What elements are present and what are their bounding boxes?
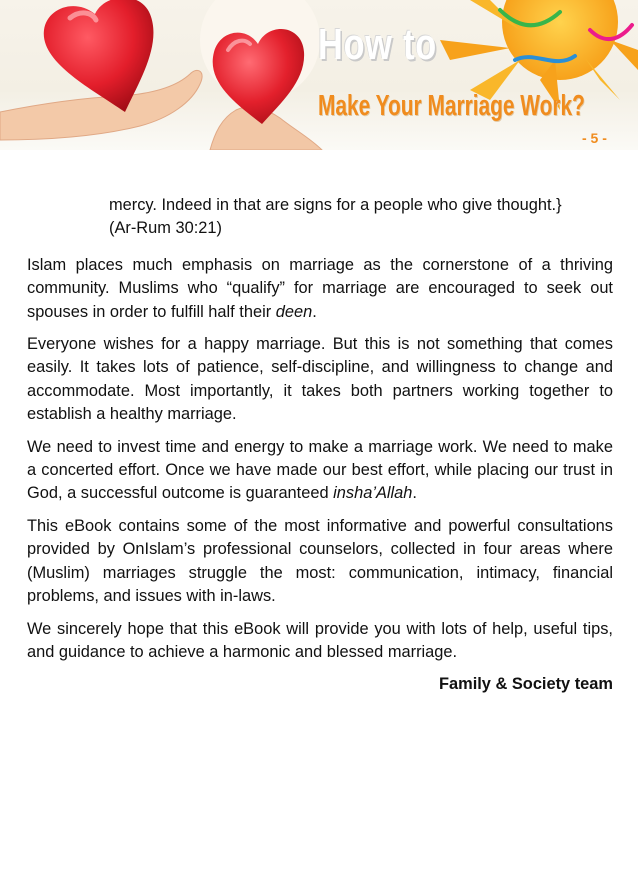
title-make-your-marriage-work: Make Your Marriage Work? (318, 90, 585, 122)
paragraph-3-italic: insha’Allah (333, 484, 413, 503)
paragraph-5: We sincerely hope that this eBook will provide you with lots of help, useful tips, and guidance to achieve a harmonic and blessed marriage. (27, 619, 613, 661)
main-content (27, 194, 613, 697)
paragraph-4: This eBook contains some of the most informative and powerful consultations provided by OnIslam’s professional counselors, collected in four areas where (Muslim) marriages struggle the most: communication, intimacy, financial problems, and issues with in-laws. (27, 516, 613, 606)
paragraph-3-text: We need to invest time and energy to make a marriage work. We need to make a concerted effort. Once we have made our best effort, while placing our trust in God, a successful outcome is guaranteed (27, 437, 613, 503)
small-heart-icon (213, 29, 304, 124)
paragraph-3-end: . (412, 484, 417, 503)
header-banner (0, 0, 638, 150)
paragraph-1-text: Islam places much emphasis on marriage as the cornerstone of a thriving community. Muslims who “qualify” for marriage are encouraged to seek out spouses in order to fulfill half their (27, 255, 613, 321)
paragraph-3 (27, 436, 613, 506)
title-how-to: How to (318, 20, 438, 69)
paragraph-1 (27, 254, 613, 324)
paragraph-1-end: . (312, 302, 317, 321)
signature: Family & Society team (439, 675, 613, 694)
quran-quote: mercy. Indeed in that are signs for a people who give thought.} (Ar-Rum 30:21) (109, 196, 562, 238)
paragraph-2: Everyone wishes for a happy marriage. But this is not something that comes easily. It takes lots of patience, self-discipline, and willingness to change and accommodate. Most importantly, it takes both partners working together to establish a healthy marriage. (27, 335, 613, 424)
paragraph-1-italic: deen (275, 302, 313, 321)
page-number: - 5 - (582, 130, 607, 146)
